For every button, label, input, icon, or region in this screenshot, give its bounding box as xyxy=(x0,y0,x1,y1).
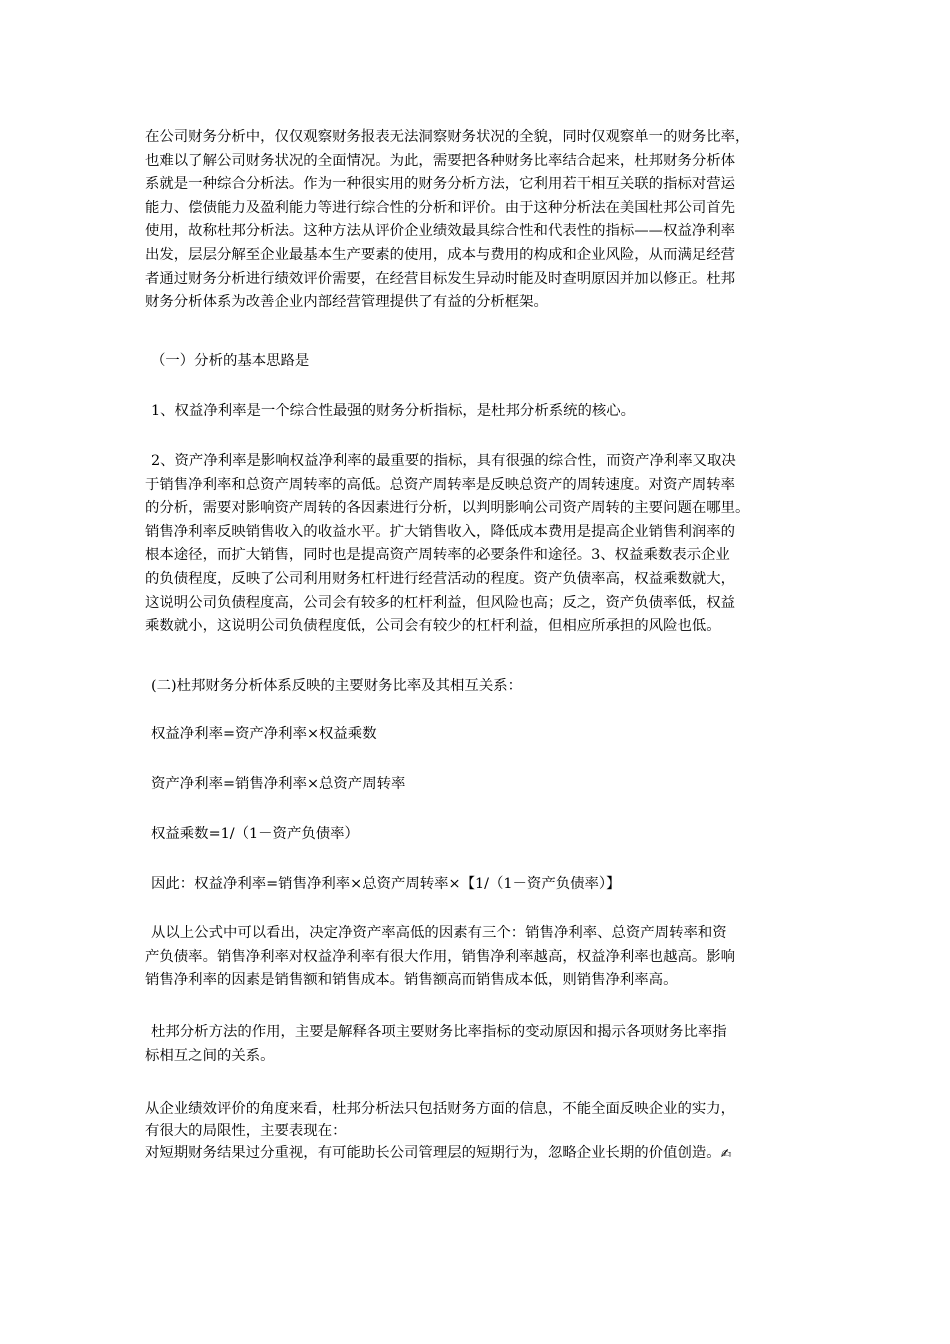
point-2-line: 2、资产净利率是影响权益净利率的最重要的指标，具有很强的综合性，而资产净利率又取决 xyxy=(151,453,736,469)
intro-line: 系就是一种综合分析法。作为一种很实用的财务分析方法，它利用若干相互关联的指标对营运 xyxy=(145,176,736,193)
pen-icon: ✍ xyxy=(720,1147,732,1162)
point-2-line: 于销售净利率和总资产周转率的高低。总资产周转率是反映总资产的周转速度。对资产周转率 xyxy=(145,476,736,493)
section1-heading: （一）分析的基本思路是 xyxy=(151,353,310,369)
section2-heading: (二)杜邦财务分析体系反映的主要财务比率及其相互关系： xyxy=(151,678,522,694)
point-2-line: 的分析，需要对影响资产周转的各因素进行分析，以判明影响公司资产周转的主要问题在哪里。 xyxy=(145,500,750,517)
intro-line: 使用，故称杜邦分析法。这种方法从评价企业绩效最具综合性和代表性的指标——权益净利率 xyxy=(145,223,736,240)
intro-line: 能力、偿债能力及盈利能力等进行综合性的分析和评价。由于这种分析法在美国杜邦公司首先 xyxy=(145,199,736,216)
point-1: 1、权益净利率是一个综合性最强的财务分析指标，是杜邦分析系统的核心。 xyxy=(151,403,636,419)
point-2-line: 销售净利率反映销售收入的收益水平。扩大销售收入，降低成本费用是提高企业销售利润率的 xyxy=(145,523,736,540)
conclusion-line: 从以上公式中可以看出，决定净资产率高低的因素有三个：销售净利率、总资产周转率和资 xyxy=(151,925,727,941)
point-2-line: 乘数就小，这说明公司负债程度低，公司会有较少的杠杆利益，但相应所承担的风险也低。 xyxy=(145,618,721,635)
intro-line: 出发，层层分解至企业最基本生产要素的使用，成本与费用的构成和企业风险，从而满足经营 xyxy=(145,246,736,263)
limitations-last-line: 对短期财务结果过分重视，有可能助长公司管理层的短期行为，忽略企业长期的价值创造。✍ xyxy=(145,1145,732,1162)
limitations-line: 从企业绩效评价的角度来看，杜邦分析法只包括财务方面的信息，不能全面反映企业的实力， xyxy=(145,1101,736,1117)
formula-1: 权益净利率=资产净利率×权益乘数 xyxy=(151,726,377,742)
limitations-line: 有很大的局限性，主要表现在： xyxy=(145,1123,347,1139)
formula-3: 权益乘数=1/（1－资产负债率） xyxy=(151,826,359,842)
conclusion-line: 标相互之间的关系。 xyxy=(145,1047,275,1064)
conclusion-paragraph-2 xyxy=(145,1021,805,1068)
intro-line: 财务分析体系为改善企业内部经营管理提供了有益的分析框架。 xyxy=(145,294,548,311)
intro-line: 者通过财务分析进行绩效评价需要，在经营目标发生异动时能及时查明原因并加以修正。杜邦 xyxy=(145,270,736,287)
intro-paragraph xyxy=(145,126,805,315)
conclusion-paragraph-1 xyxy=(145,922,805,993)
point-2-paragraph xyxy=(145,450,805,639)
point-2-line: 的负债程度，反映了公司利用财务杠杆进行经营活动的程度。资产负债率高，权益乘数就大， xyxy=(145,570,736,587)
point-2-line: 这说明公司负债程度高，公司会有较多的杠杆利益，但风险也高；反之，资产负债率低，权益 xyxy=(145,594,736,611)
point-2-line: 根本途径，而扩大销售，同时也是提高资产周转率的必要条件和途径。3、权益乘数表示企业 xyxy=(145,547,730,564)
formula-4: 因此：权益净利率=销售净利率×总资产周转率×【1/（1－资产负债率）】 xyxy=(151,876,621,892)
intro-line: 也难以了解公司财务状况的全面情况。为此，需要把各种财务比率结合起来，杜邦财务分析体 xyxy=(145,152,736,169)
conclusion-line: 产负债率。销售净利率对权益净利率有很大作用，销售净利率越高，权益净利率也越高。影响 xyxy=(145,948,736,965)
formula-2: 资产净利率=销售净利率×总资产周转率 xyxy=(151,776,406,792)
intro-line: 在公司财务分析中，仅仅观察财务报表无法洞察财务状况的全貌，同时仅观察单一的财务比率， xyxy=(145,129,750,145)
conclusion-line: 销售净利率的因素是销售额和销售成本。销售额高而销售成本低，则销售净利率高。 xyxy=(145,972,678,989)
conclusion-line: 杜邦分析方法的作用，主要是解释各项主要财务比率指标的变动原因和揭示各项财务比率指 xyxy=(151,1024,727,1040)
limitations-paragraph xyxy=(145,1098,805,1164)
